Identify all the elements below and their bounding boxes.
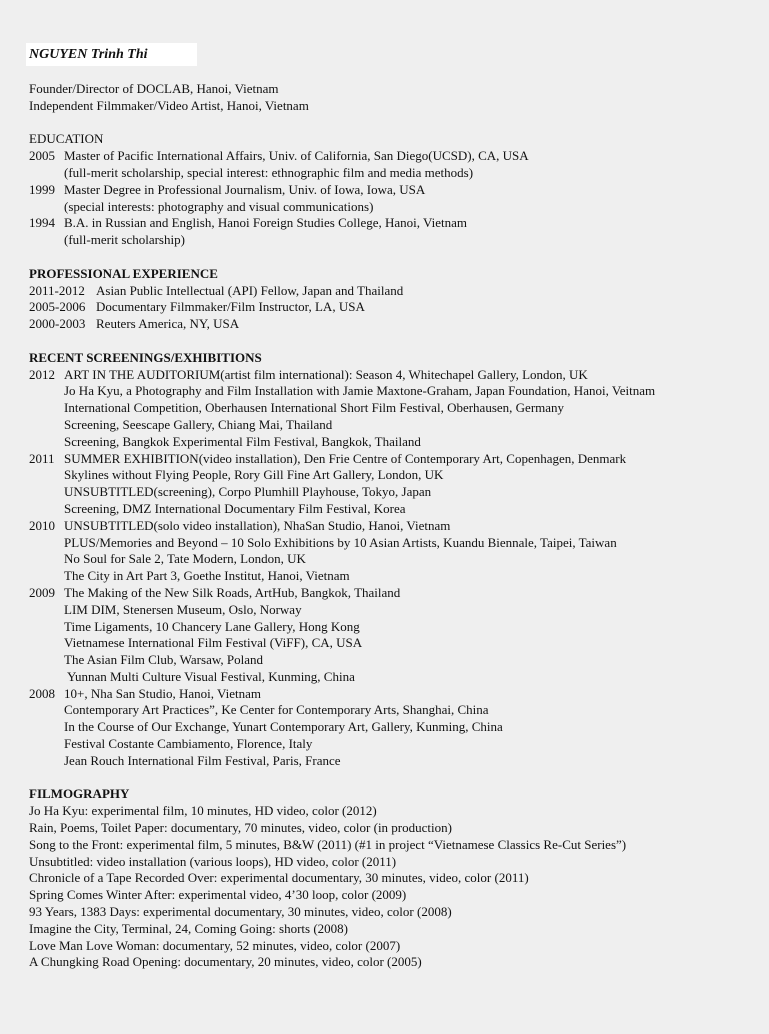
- screening-text: Skylines without Flying People, Rory Gill Fine Art Gallery, London, UK: [64, 467, 444, 483]
- film-item: Chronicle of a Tape Recorded Over: experimental documentary, 30 minutes, video, color (2011): [29, 870, 529, 886]
- film-item: 93 Years, 1383 Days: experimental documentary, 30 minutes, video, color (2008): [29, 904, 452, 920]
- screening-text: Festival Costante Cambiamento, Florence, Italy: [64, 736, 313, 752]
- film-item: A Chungking Road Opening: documentary, 20 minutes, video, color (2005): [29, 954, 422, 970]
- screening-text: Time Ligaments, 10 Chancery Lane Gallery, Hong Kong: [64, 618, 360, 634]
- education-year: 1994: [29, 215, 55, 231]
- screening-text: Screening, DMZ International Documentary Film Festival, Korea: [64, 500, 406, 516]
- film-item: Unsubtitled: video installation (various loops), HD video, color (2011): [29, 853, 397, 869]
- education-note: (full-merit scholarship, special interest: ethnographic film and media methods): [64, 164, 474, 180]
- section-heading-filmography: FILMOGRAPHY: [29, 786, 130, 802]
- experience-entry: [29, 299, 764, 316]
- screening-text: PLUS/Memories and Beyond – 10 Solo Exhibitions by 10 Asian Artists, Kuandu Biennale, Taipei, Taiwan: [64, 534, 617, 550]
- film-item: Rain, Poems, Toilet Paper: documentary, 70 minutes, video, color (in production): [29, 820, 452, 836]
- section-heading-experience: PROFESSIONAL EXPERIENCE: [29, 265, 218, 281]
- education-entry: [29, 148, 764, 165]
- screening-text: The City in Art Part 3, Goethe Institut, Hanoi, Vietnam: [64, 568, 350, 584]
- education-entry: [29, 215, 764, 232]
- title-line: Founder/Director of DOCLAB, Hanoi, Vietnam: [29, 81, 279, 96]
- screening-text: Yunnan Multi Culture Visual Festival, Kunming, China: [67, 668, 355, 684]
- section-heading-screenings: RECENT SCREENINGS/EXHIBITIONS: [29, 349, 262, 365]
- experience-years: 2011-2012: [29, 282, 85, 298]
- experience-entry: [29, 316, 764, 333]
- screening-entry: [29, 518, 764, 535]
- experience-years: 2000-2003: [29, 316, 86, 332]
- screening-entry: [29, 367, 764, 384]
- education-degree: B.A. in Russian and English, Hanoi Foreign Studies College, Hanoi, Vietnam: [64, 215, 468, 231]
- screening-year: 2008: [29, 685, 55, 701]
- experience-text: Asian Public Intellectual (API) Fellow, Japan and Thailand: [96, 282, 404, 298]
- film-item: Song to the Front: experimental film, 5 minutes, B&W (2011) (#1 in project “Vietnamese Classics Re-Cut Series”): [29, 836, 627, 852]
- education-degree: Master Degree in Professional Journalism, Univ. of Iowa, Iowa, USA: [64, 181, 426, 197]
- screening-year: 2010: [29, 517, 55, 533]
- screening-text: UNSUBTITLED(screening), Corpo Plumhill Playhouse, Tokyo, Japan: [64, 484, 432, 500]
- screening-text: 10+, Nha San Studio, Hanoi, Vietnam: [64, 685, 261, 701]
- experience-years: 2005-2006: [29, 299, 86, 315]
- screening-text: The Asian Film Club, Warsaw, Poland: [64, 652, 263, 668]
- person-name: NGUYEN Trinh Thi: [29, 47, 148, 62]
- screening-entry: [29, 686, 764, 703]
- screening-text: Screening, Seescape Gallery, Chiang Mai, Thailand: [64, 416, 333, 432]
- screening-text: Vietnamese International Film Festival (ViFF), CA, USA: [64, 635, 363, 651]
- screening-text: International Competition, Oberhausen International Short Film Festival, Oberhausen, Germany: [64, 400, 565, 416]
- cv-document: [29, 81, 764, 971]
- screening-entry: [29, 451, 764, 468]
- education-degree: Master of Pacific International Affairs, Univ. of California, San Diego(UCSD), CA, USA: [64, 148, 529, 164]
- screening-year: 2012: [29, 366, 55, 382]
- screening-text: LIM DIM, Stenersen Museum, Oslo, Norway: [64, 601, 302, 617]
- title-line: Independent Filmmaker/Video Artist, Hanoi, Vietnam: [29, 97, 309, 113]
- experience-text: Reuters America, NY, USA: [96, 316, 240, 332]
- screening-text: Screening, Bangkok Experimental Film Festival, Bangkok, Thailand: [64, 433, 421, 449]
- education-note: (full-merit scholarship): [64, 232, 185, 248]
- screening-text: UNSUBTITLED(solo video installation), NhaSan Studio, Hanoi, Vietnam: [64, 517, 451, 533]
- screening-text: Jean Rouch International Film Festival, Paris, France: [64, 752, 341, 768]
- film-item: Jo Ha Kyu: experimental film, 10 minutes, HD video, color (2012): [29, 803, 377, 819]
- film-item: Spring Comes Winter After: experimental video, 4’30 loop, color (2009): [29, 887, 407, 903]
- screening-entry: [29, 585, 764, 602]
- education-year: 2005: [29, 148, 55, 164]
- film-item: Love Man Love Woman: documentary, 52 minutes, video, color (2007): [29, 937, 401, 953]
- screening-year: 2009: [29, 584, 55, 600]
- section-heading-education: EDUCATION: [29, 131, 104, 147]
- screening-text: Contemporary Art Practices”, Ke Center for Contemporary Arts, Shanghai, China: [64, 702, 489, 718]
- experience-text: Documentary Filmmaker/Film Instructor, LA, USA: [96, 299, 365, 315]
- screening-text: In the Course of Our Exchange, Yunart Contemporary Art, Gallery, Kunming, China: [64, 719, 503, 735]
- screening-text: ART IN THE AUDITORIUM(artist film international): Season 4, Whitechapel Gallery, London, UK: [64, 366, 588, 382]
- screening-year: 2011: [29, 450, 55, 466]
- screening-text: The Making of the New Silk Roads, ArtHub, Bangkok, Thailand: [64, 584, 401, 600]
- screening-text: Jo Ha Kyu, a Photography and Film Installation with Jamie Maxtone-Graham, Japan Foundation, Hanoi, Veitnam: [64, 383, 656, 399]
- education-entry: [29, 182, 764, 199]
- experience-entry: [29, 283, 764, 300]
- education-year: 1999: [29, 181, 55, 197]
- screening-text: No Soul for Sale 2, Tate Modern, London, UK: [64, 551, 306, 567]
- screening-text: SUMMER EXHIBITION(video installation), Den Frie Centre of Contemporary Art, Copenhagen, Denmark: [64, 450, 627, 466]
- film-item: Imagine the City, Terminal, 24, Coming Going: shorts (2008): [29, 920, 349, 936]
- education-note: (special interests: photography and visual communications): [64, 198, 374, 214]
